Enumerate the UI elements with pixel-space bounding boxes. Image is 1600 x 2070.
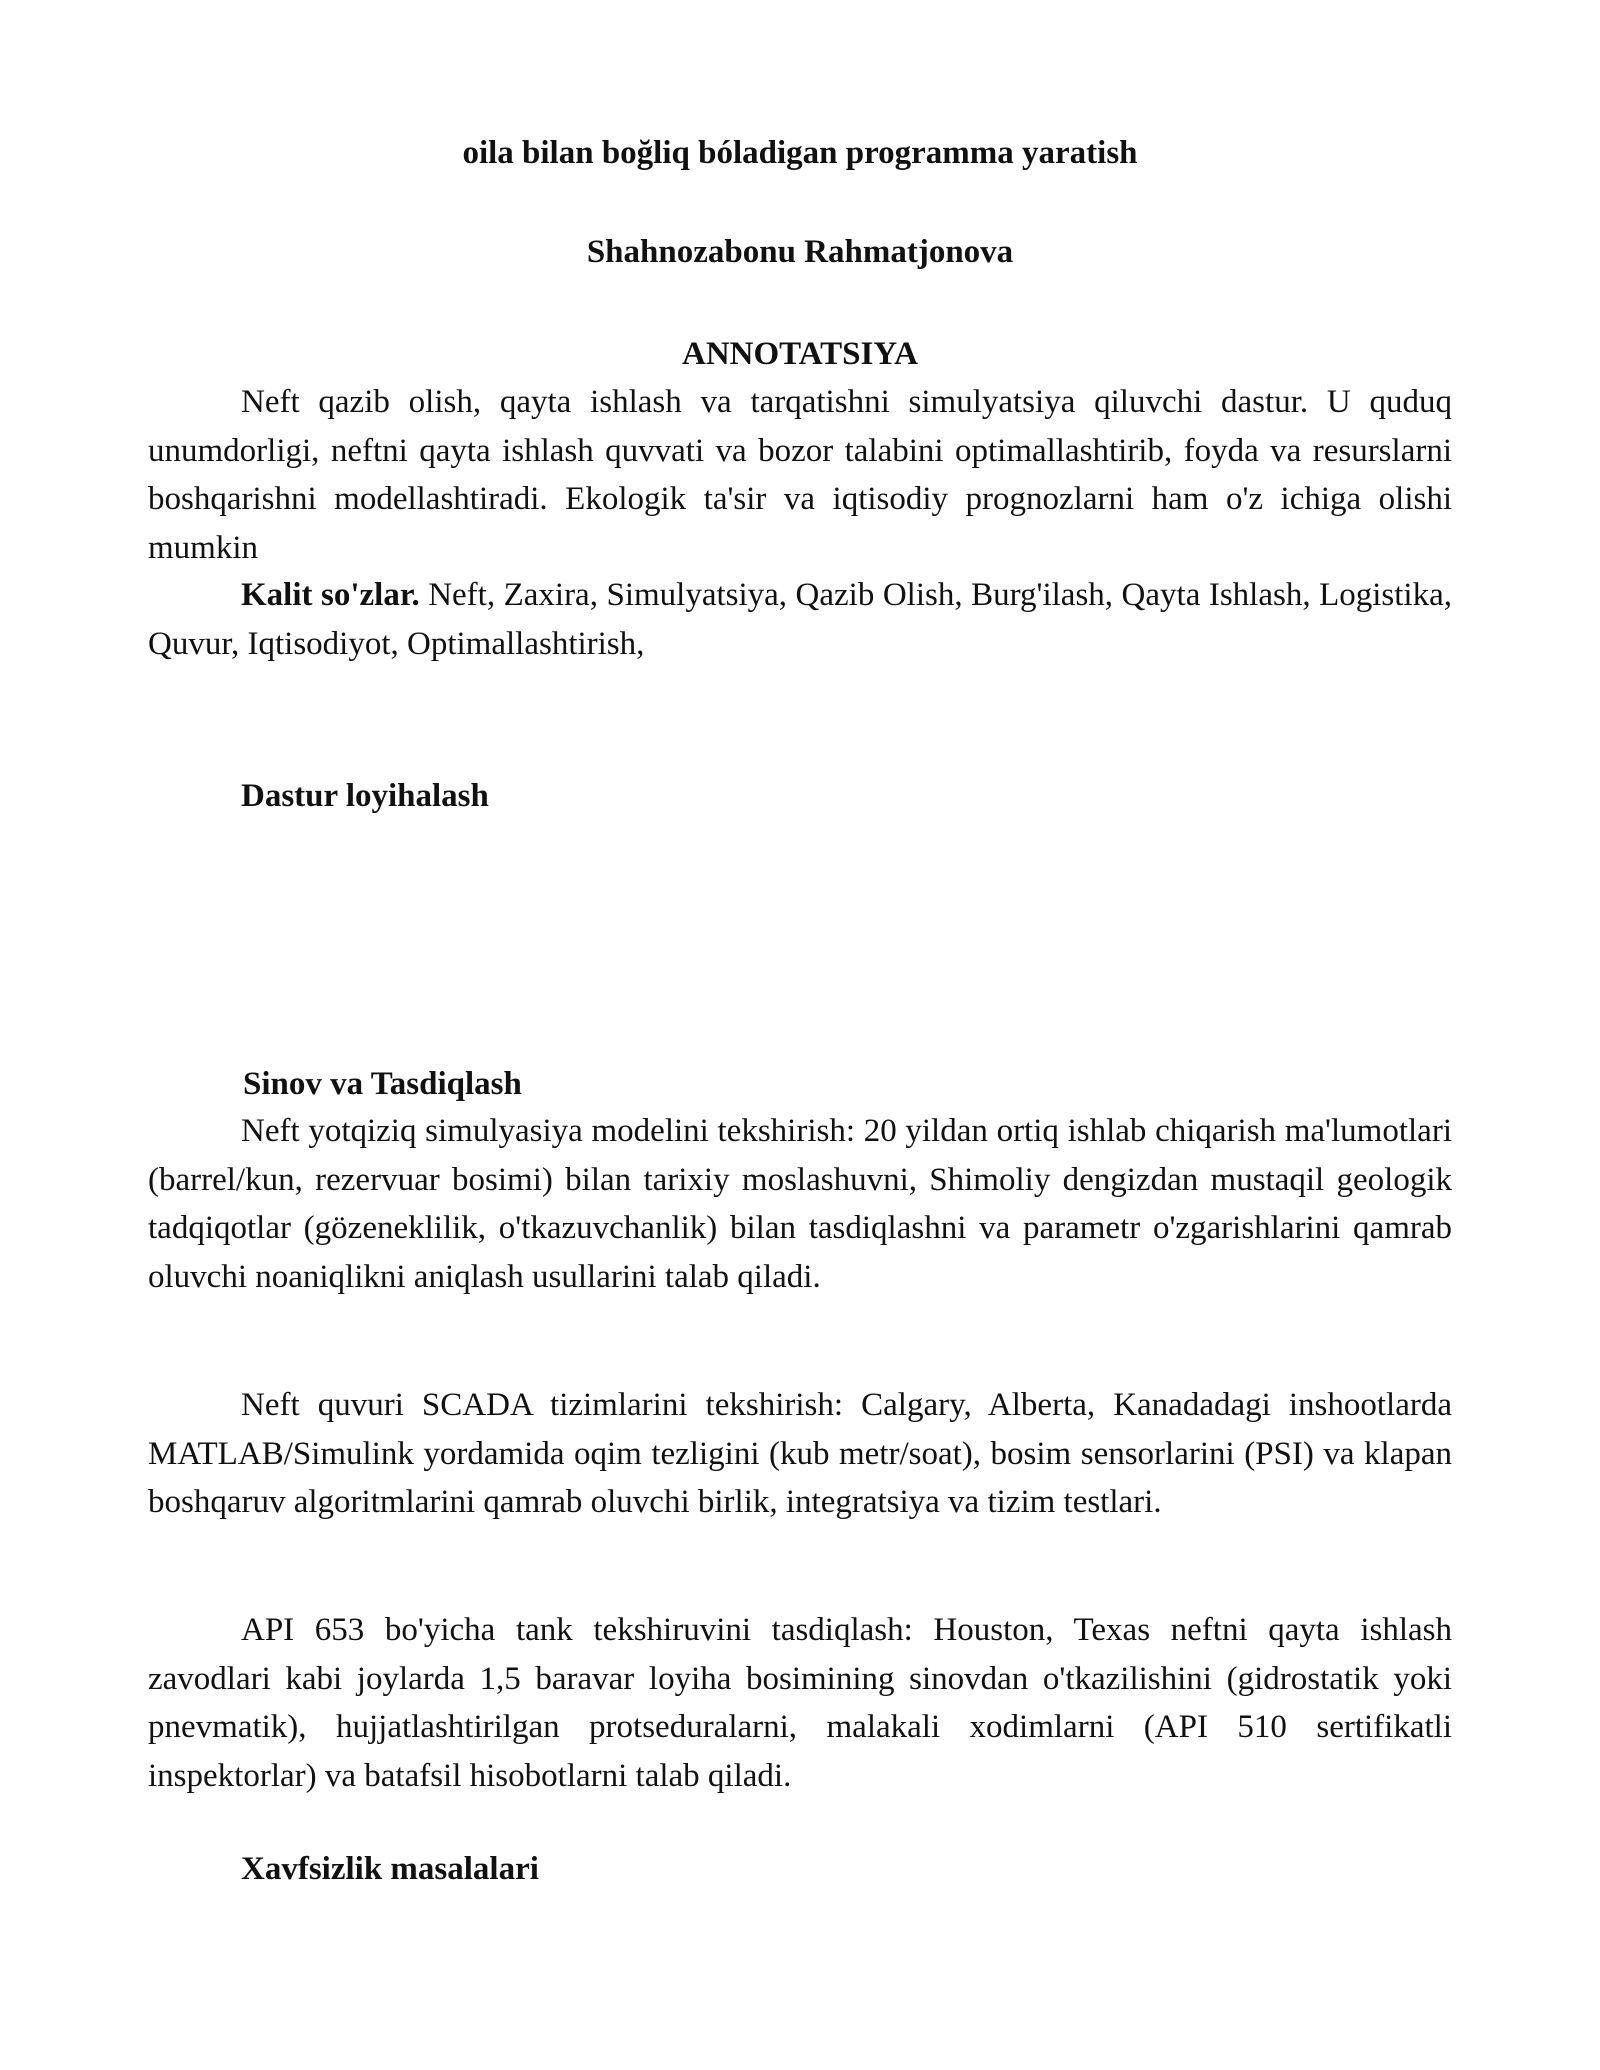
abstract-heading: ANNOTATSIYA	[682, 336, 918, 372]
keywords-list: Neft, Zaxira, Simulyatsiya, Qazib Olish, Burg'ilash, Qayta Ishlash, Logistika, Quvur, Iqtisodiyot, Optimallashtirish,	[148, 577, 1452, 662]
testing-paragraph: API 653 bo'yicha tank tekshiruvini tasdiqlash: Houston, Texas neftni qayta ishlash zavodlari kabi joylarda 1,5 baravar loyiha bosimining sinovdan o'tkazilishini (gidrostatik yoki pnevmatik), hujjatlashtirilgan protseduralarni, malakali xodimlarni (API 510 sertifikatli inspektorlar) va batafsil hisobotlarni talab qiladi.	[148, 1612, 1452, 1794]
abstract-paragraph: Neft qazib olish, qayta ishlash va tarqatishni simulyatsiya qiluvchi dastur. U quduq unumdorligi, neftni qayta ishlash quvvati va bozor talabini optimallashtirib, foyda va resurslarni boshqarishni modellashtiradi. Ekologik ta'sir va iqtisodiy prognozlarni ham o'z ichiga olishi mumkin	[148, 384, 1452, 566]
testing-paragraph: Neft quvuri SCADA tizimlarini tekshirish: Calgary, Alberta, Kanadadagi inshootlarda MATLAB/Simulink yordamida oqim tezligini (kub metr/soat), bosim sensorlarini (PSI) va klapan boshqaruv algoritmlarini qamrab oluvchi birlik, integratsiya va tizim testlari.	[148, 1387, 1452, 1520]
document-title: oila bilan boğliq bóladigan programma yaratish	[462, 135, 1138, 171]
author-name: Shahnozabonu Rahmatjonova	[586, 234, 1014, 270]
section-heading-design: Dastur loyihalash	[241, 778, 489, 814]
section-heading-safety: Xavfsizlik masalalari	[241, 1851, 539, 1887]
section-heading-testing: Sinov va Tasdiqlash	[243, 1066, 522, 1102]
keywords-label: Kalit so'zlar.	[241, 577, 420, 613]
keywords-paragraph	[148, 571, 1452, 668]
testing-paragraph: Neft yotqiziq simulyasiya modelini tekshirish: 20 yildan ortiq ishlab chiqarish ma'lumotlari (barrel/kun, rezervuar bosimi) bilan tarixiy moslashuvni, Shimoliy dengizdan mustaqil geologik tadqiqotlar (gözeneklilik, o'tkazuvchanlik) bilan tasdiqlashni va parametr o'zgarishlarini qamrab oluvchi noaniqlikni aniqlash usullarini talab qiladi.	[148, 1113, 1452, 1295]
